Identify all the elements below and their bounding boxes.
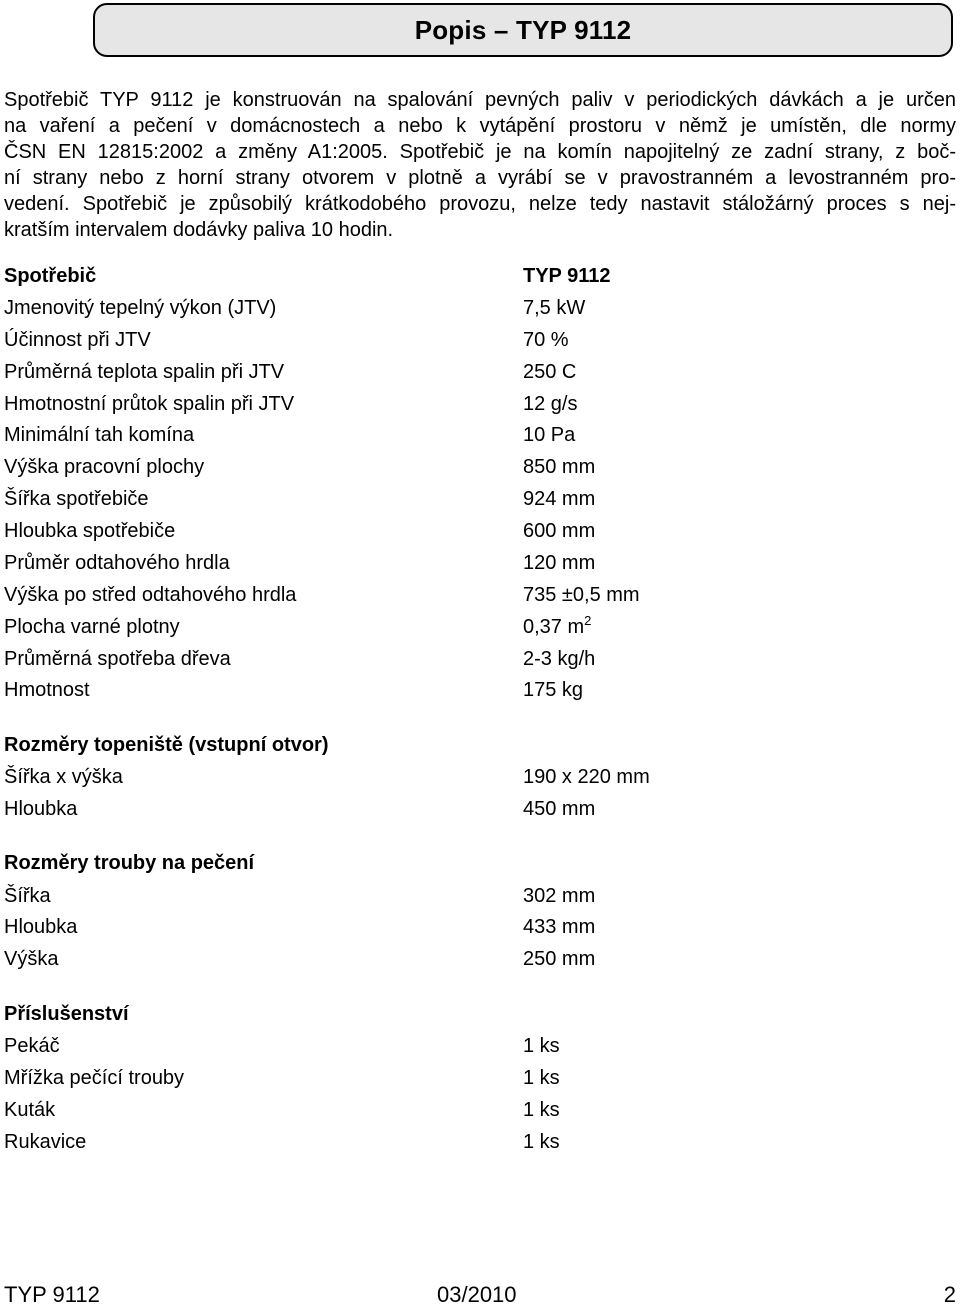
spec-label: Šířka [4,885,51,907]
oven-row [4,882,944,910]
spec-value: 70 % [523,329,569,351]
spec-label: Minimální tah komína [4,424,195,446]
spec-row [4,613,944,641]
oven-heading [4,849,944,877]
intro-line: vedení. Spotřebič je způsobilý krátkodobého provozu, nelze tedy nastavit stáložárný proces s nej- [4,193,956,215]
title-box [93,3,953,57]
section-heading: Rozměry trouby na pečení [4,852,255,874]
spec-value: 2-3 kg/h [523,648,596,670]
spec-value: 7,5 kW [523,297,586,319]
spec-row [4,390,944,418]
spec-label: Hloubka [4,798,78,820]
superscript: 2 [584,613,592,628]
oven-row [4,945,944,973]
spec-value: 1 ks [523,1067,560,1089]
spec-value: 250 C [523,361,577,383]
intro-line: ČSN EN 12815:2002 a změny A1:2005. Spotřebič je na komín napojitelný ze zadní strany, z boč- [4,141,956,163]
spec-row [4,485,944,513]
firebox-heading [4,731,944,759]
spec-value: 600 mm [523,520,596,542]
spec-row [4,326,944,354]
footer-page-number: 2 [943,1282,956,1307]
intro-line: na vaření a pečení v domácnostech a nebo k vytápění prostoru v němž je umístěn, dle normy [4,115,956,137]
spec-label: Výška po střed odtahového hrdla [4,584,297,606]
spec-value: 1 ks [523,1131,560,1153]
spec-row [4,358,944,386]
spec-label: Plocha varné plotny [4,616,180,638]
spec-label: Účinnost při JTV [4,329,151,351]
spec-row [4,421,944,449]
footer-date: 03/2010 [437,1282,517,1307]
spec-label: Šířka x výška [4,766,123,788]
spec-value: 735 ±0,5 mm [523,584,640,606]
spec-value [523,613,591,641]
intro-line: kratším intervalem dodávky paliva 10 hodin. [4,219,394,241]
intro-paragraph [4,87,956,243]
spec-label: Průměr odtahového hrdla [4,552,230,574]
spec-header-row [4,262,944,290]
section-heading: Příslušenství [4,1003,129,1025]
spec-value: 250 mm [523,948,596,970]
spec-row [4,294,944,322]
spec-label: Kuták [4,1099,56,1121]
spec-label: Výška pracovní plochy [4,456,205,478]
spec-header-label: Spotřebič [4,265,97,287]
spec-label: Průměrná teplota spalin při JTV [4,361,285,383]
page-title: Popis – TYP 9112 [414,14,632,45]
oven-row [4,913,944,941]
spec-row [4,549,944,577]
spec-value: 924 mm [523,488,596,510]
spec-header-value: TYP 9112 [523,265,611,287]
spec-row [4,645,944,673]
firebox-row [4,795,944,823]
intro-line: ní strany nebo z horní strany otvorem v plotně a vyrábí se v pravostranném a levostranném pro- [4,167,956,189]
spec-label: Hmotnostní průtok spalin při JTV [4,393,295,415]
spec-label: Jmenovitý tepelný výkon (JTV) [4,297,277,319]
accessory-row [4,1064,944,1092]
accessory-row [4,1128,944,1156]
spec-label: Hloubka [4,916,78,938]
accessory-row [4,1096,944,1124]
spec-value: 175 kg [523,679,584,701]
spec-label: Hmotnost [4,679,90,701]
accessories-heading [4,1000,944,1028]
spec-value: 450 mm [523,798,596,820]
spec-row [4,453,944,481]
spec-value: 190 x 220 mm [523,766,650,788]
spec-row [4,517,944,545]
section-heading: Rozměry topeniště (vstupní otvor) [4,734,329,756]
spec-row [4,581,944,609]
spec-label: Šířka spotřebiče [4,488,149,510]
spec-label: Hloubka spotřebiče [4,520,176,542]
spec-value-text: 0,37 m [523,616,585,638]
spec-label: Rukavice [4,1131,87,1153]
spec-label: Výška [4,948,59,970]
spec-value: 850 mm [523,456,596,478]
spec-value: 1 ks [523,1099,560,1121]
spec-value: 12 g/s [523,393,578,415]
spec-row [4,676,944,704]
spec-label: Pekáč [4,1035,60,1057]
footer-model: TYP 9112 [4,1282,100,1307]
spec-value: 433 mm [523,916,596,938]
spec-value: 10 Pa [523,424,576,446]
spec-value: 302 mm [523,885,596,907]
spec-value: 1 ks [523,1035,560,1057]
spec-label: Průměrná spotřeba dřeva [4,648,231,670]
accessory-row [4,1032,944,1060]
intro-line: Spotřebič TYP 9112 je konstruován na spalování pevných paliv v periodických dávkách a je určen [4,89,956,111]
firebox-row [4,763,944,791]
spec-label: Mřížka pečící trouby [4,1067,185,1089]
spec-value: 120 mm [523,552,596,574]
